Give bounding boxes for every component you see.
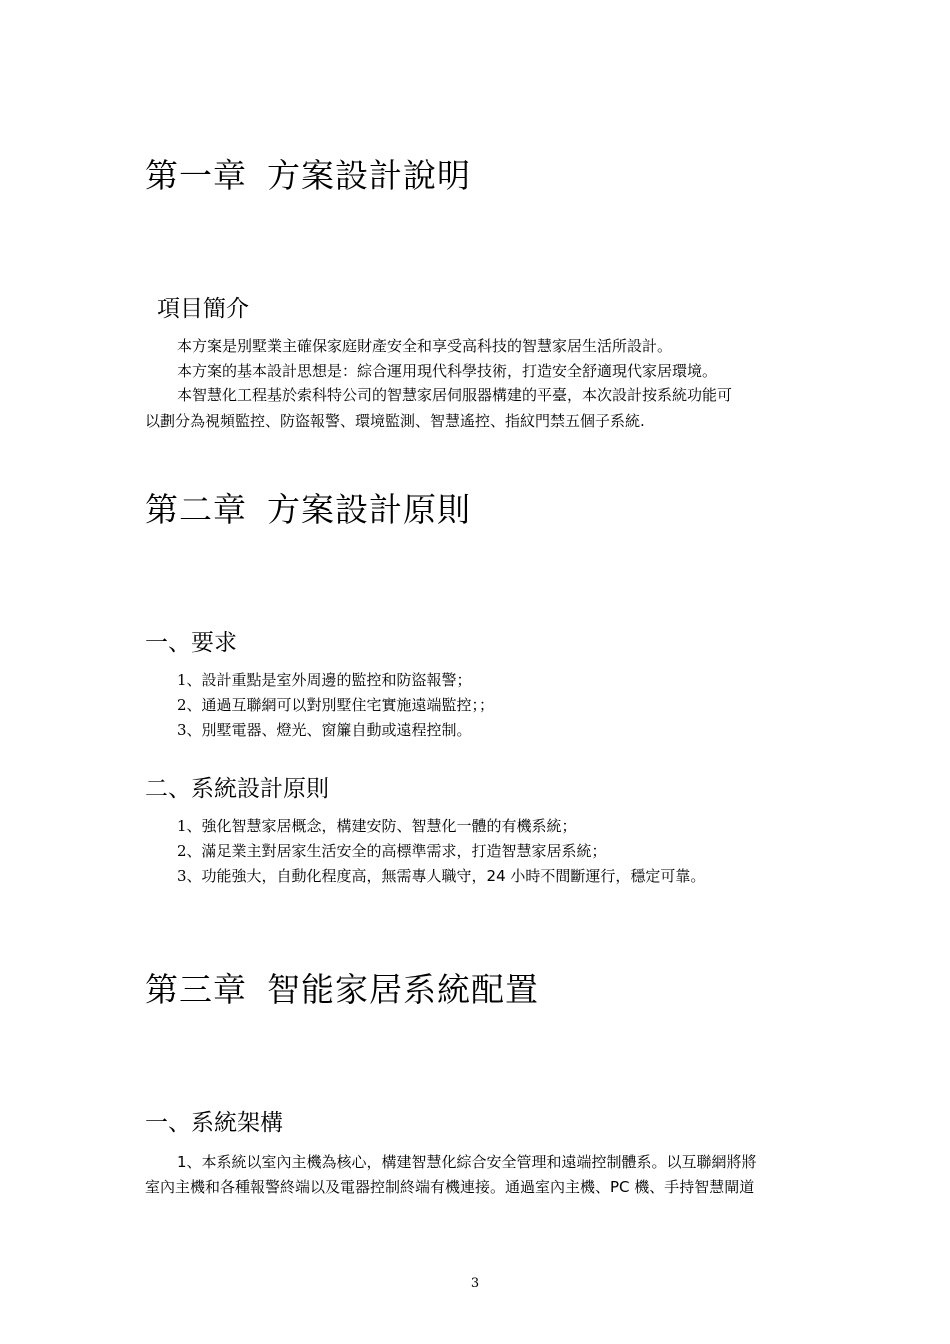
list-item-text: 功能強大，自動化程度高，無需專人職守，24 小時不間斷運行，穩定可靠。 bbox=[201, 867, 706, 885]
list-item bbox=[177, 668, 472, 692]
chapter-1-heading bbox=[145, 156, 471, 196]
list-item-number: 1、 bbox=[177, 817, 202, 835]
system-architecture-heading: 一、系統架構 bbox=[145, 1110, 283, 1136]
intro-heading: 項目簡介 bbox=[157, 296, 249, 322]
list-item-text: 別墅電器、燈光、窗簾自動或遠程控制。 bbox=[201, 721, 472, 739]
list-item-number: 2、 bbox=[177, 696, 202, 714]
chapter-1-title: 方案設計說明 bbox=[267, 156, 471, 195]
list-item-text: 滿足業主對居家生活安全的高標準需求，打造智慧家居系統； bbox=[201, 842, 607, 860]
requirements-heading: 一、要求 bbox=[145, 630, 237, 656]
intro-paragraph-2: 本方案的基本設計思想是：綜合運用現代科學技術，打造安全舒適現代家居環境。 bbox=[177, 362, 718, 380]
chapter-3-number: 第三章 bbox=[145, 970, 247, 1009]
list-item bbox=[177, 864, 705, 888]
design-principles-heading: 二、系統設計原則 bbox=[145, 776, 329, 802]
list-item bbox=[177, 814, 577, 838]
list-item-text: 設計重點是室外周邊的監控和防盜報警； bbox=[201, 671, 472, 689]
list-item-number: 3、 bbox=[177, 721, 202, 739]
intro-paragraph-3-line-2: 以劃分為視頻監控、防盜報警、環境監測、智慧遙控、指紋門禁五個子系統. bbox=[145, 412, 645, 430]
list-item bbox=[177, 718, 472, 742]
list-item-number: 2、 bbox=[177, 842, 202, 860]
intro-paragraph-1: 本方案是別墅業主確保家庭財產安全和享受高科技的智慧家居生活所設計。 bbox=[177, 337, 673, 355]
architecture-paragraph-line-2: 室內主機和各種報警終端以及電器控制終端有機連接。通過室內主機、PC 機、手持智慧閘道 bbox=[145, 1178, 755, 1196]
chapter-3-heading bbox=[145, 970, 539, 1010]
intro-paragraph-3-line-1: 本智慧化工程基於索科特公司的智慧家居伺服器構建的平臺，本次設計按系統功能可 bbox=[177, 386, 733, 404]
list-item-number: 1、 bbox=[177, 671, 202, 689]
chapter-2-number: 第二章 bbox=[145, 490, 247, 529]
list-item-text: 通過互聯網可以對別墅住宅實施遠端監控；； bbox=[201, 696, 495, 714]
list-item bbox=[177, 839, 607, 863]
page-number: 3 bbox=[470, 1276, 480, 1291]
list-item bbox=[177, 693, 494, 717]
list-item-text: 強化智慧家居概念，構建安防、智慧化一體的有機系統； bbox=[201, 817, 577, 835]
chapter-2-heading bbox=[145, 490, 471, 530]
list-item-number: 3、 bbox=[177, 867, 202, 885]
chapter-2-title: 方案設計原則 bbox=[267, 490, 471, 529]
architecture-paragraph-line-1: 1、本系統以室內主機為核心，構建智慧化綜合安全管理和遠端控制體系。以互聯網將將 bbox=[177, 1153, 757, 1171]
chapter-1-number: 第一章 bbox=[145, 156, 247, 195]
chapter-3-title: 智能家居系統配置 bbox=[267, 970, 539, 1009]
